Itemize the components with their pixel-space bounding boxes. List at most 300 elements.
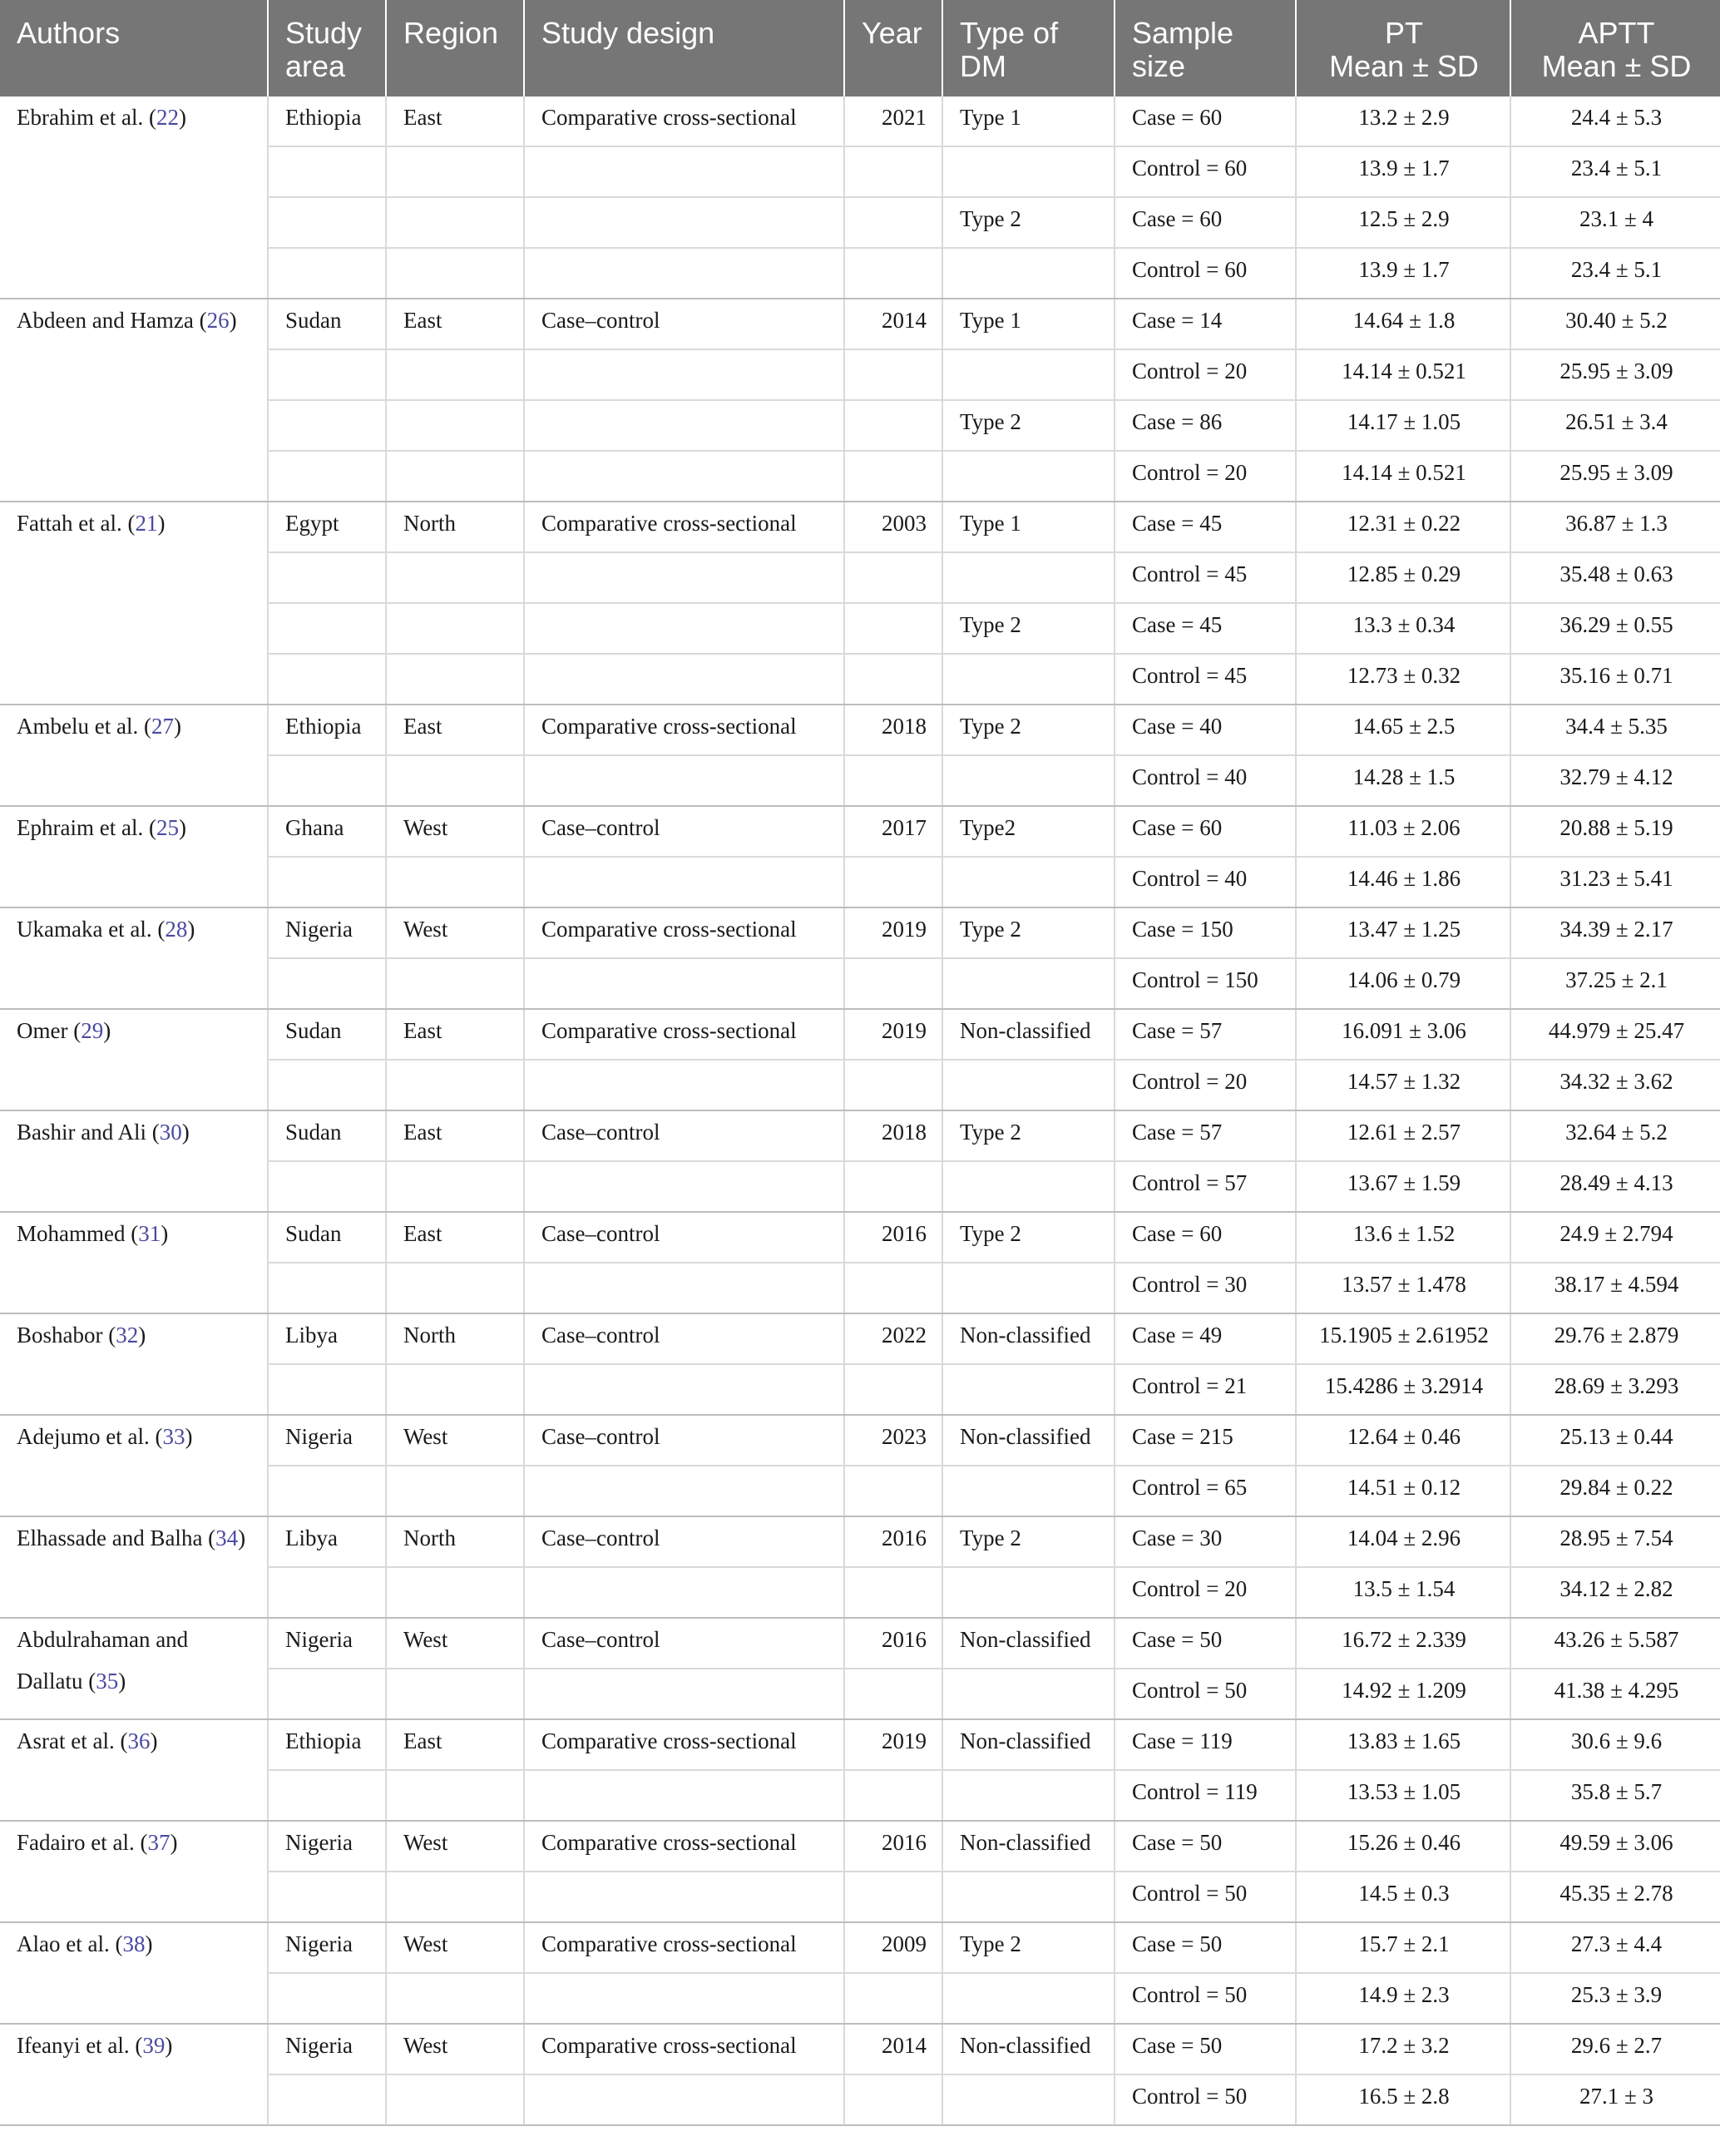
aptt-cell: 43.26 ± 5.587 bbox=[1510, 1618, 1720, 1669]
type-of-dm-cell: Non-classified bbox=[942, 1719, 1115, 1770]
region-cell bbox=[386, 1770, 524, 1821]
sample-size-cell: Control = 30 bbox=[1115, 1263, 1296, 1313]
type-of-dm-cell bbox=[942, 349, 1115, 400]
table-row bbox=[0, 1110, 1720, 1161]
study-area-cell bbox=[268, 400, 386, 451]
study-design-cell bbox=[524, 1364, 844, 1415]
pt-cell: 14.17 ± 1.05 bbox=[1296, 400, 1510, 451]
type-of-dm-cell bbox=[942, 248, 1115, 299]
pt-cell: 13.9 ± 1.7 bbox=[1296, 248, 1510, 299]
year-cell: 2014 bbox=[844, 2024, 942, 2074]
aptt-cell: 35.48 ± 0.63 bbox=[1510, 552, 1720, 603]
study-area-cell: Sudan bbox=[268, 1110, 386, 1161]
reference-link[interactable]: 26 bbox=[206, 308, 230, 333]
pt-cell: 13.6 ± 1.52 bbox=[1296, 1212, 1510, 1263]
reference-link[interactable]: 22 bbox=[156, 105, 179, 130]
header-pt: PT Mean ± SD bbox=[1296, 0, 1510, 96]
sample-size-cell: Control = 50 bbox=[1115, 1973, 1296, 2024]
author-paren: ) bbox=[170, 1830, 178, 1855]
pt-cell: 12.61 ± 2.57 bbox=[1296, 1110, 1510, 1161]
aptt-cell: 26.51 ± 3.4 bbox=[1510, 400, 1720, 451]
pt-cell: 17.2 ± 3.2 bbox=[1296, 2024, 1510, 2074]
reference-link[interactable]: 30 bbox=[159, 1120, 182, 1145]
table-row bbox=[0, 1009, 1720, 1060]
author-name: Elhassade and Balha ( bbox=[17, 1526, 216, 1550]
author-name: Mohammed ( bbox=[17, 1221, 139, 1246]
sample-size-cell: Control = 57 bbox=[1115, 1161, 1296, 1212]
pt-cell: 14.57 ± 1.32 bbox=[1296, 1060, 1510, 1110]
reference-link[interactable]: 32 bbox=[116, 1323, 139, 1348]
aptt-cell: 27.1 ± 3 bbox=[1510, 2074, 1720, 2125]
region-cell bbox=[386, 248, 524, 299]
pt-cell: 15.4286 ± 3.2914 bbox=[1296, 1364, 1510, 1415]
aptt-cell: 45.35 ± 2.78 bbox=[1510, 1872, 1720, 1922]
sample-size-cell: Case = 60 bbox=[1115, 806, 1296, 857]
study-design-cell bbox=[524, 857, 844, 907]
region-cell: North bbox=[386, 502, 524, 552]
author-paren: ) bbox=[157, 511, 166, 536]
pt-cell: 11.03 ± 2.06 bbox=[1296, 806, 1510, 857]
study-design-cell bbox=[524, 603, 844, 654]
pt-cell: 14.04 ± 2.96 bbox=[1296, 1516, 1510, 1567]
reference-link[interactable]: 34 bbox=[215, 1526, 239, 1550]
aptt-cell: 30.40 ± 5.2 bbox=[1510, 299, 1720, 349]
year-cell: 2018 bbox=[844, 705, 942, 755]
pt-cell: 13.5 ± 1.54 bbox=[1296, 1567, 1510, 1618]
table-row bbox=[0, 502, 1720, 552]
type-of-dm-cell: Non-classified bbox=[942, 1415, 1115, 1466]
type-of-dm-cell bbox=[942, 654, 1115, 705]
study-design-cell bbox=[524, 1770, 844, 1821]
sample-size-cell: Case = 119 bbox=[1115, 1719, 1296, 1770]
study-design-cell: Comparative cross-sectional bbox=[524, 502, 844, 552]
year-cell bbox=[844, 1770, 942, 1821]
study-area-cell: Egypt bbox=[268, 502, 386, 552]
year-cell bbox=[844, 1669, 942, 1719]
sample-size-cell: Control = 119 bbox=[1115, 1770, 1296, 1821]
region-cell bbox=[386, 1567, 524, 1618]
sample-size-cell: Case = 150 bbox=[1115, 907, 1296, 958]
author-paren: ) bbox=[150, 1728, 158, 1753]
region-cell: East bbox=[386, 1212, 524, 1263]
author-cell bbox=[0, 1110, 268, 1212]
author-cell bbox=[0, 1212, 268, 1313]
table-row bbox=[0, 1212, 1720, 1263]
sample-size-cell: Control = 50 bbox=[1115, 1669, 1296, 1719]
author-cell bbox=[0, 1821, 268, 1922]
author-cell bbox=[0, 502, 268, 705]
author-name: Asrat et al. ( bbox=[17, 1728, 128, 1753]
study-design-cell bbox=[524, 1466, 844, 1516]
region-cell bbox=[386, 755, 524, 806]
study-area-cell bbox=[268, 603, 386, 654]
pt-cell: 15.1905 ± 2.61952 bbox=[1296, 1313, 1510, 1364]
study-design-cell: Case–control bbox=[524, 299, 844, 349]
author-paren: ) bbox=[138, 1323, 146, 1348]
type-of-dm-cell bbox=[942, 857, 1115, 907]
aptt-cell: 32.79 ± 4.12 bbox=[1510, 755, 1720, 806]
author-paren: ) bbox=[173, 714, 181, 739]
type-of-dm-cell bbox=[942, 1770, 1115, 1821]
reference-link[interactable]: 25 bbox=[156, 815, 179, 840]
reference-link[interactable]: 38 bbox=[122, 1931, 146, 1956]
study-design-cell: Comparative cross-sectional bbox=[524, 96, 844, 146]
region-cell bbox=[386, 552, 524, 603]
year-cell bbox=[844, 451, 942, 502]
study-design-cell bbox=[524, 1060, 844, 1110]
sample-size-cell: Case = 30 bbox=[1115, 1516, 1296, 1567]
study-area-cell bbox=[268, 1872, 386, 1922]
study-design-cell: Case–control bbox=[524, 1212, 844, 1263]
year-cell: 2021 bbox=[844, 96, 942, 146]
study-design-cell: Comparative cross-sectional bbox=[524, 1719, 844, 1770]
pt-cell: 13.83 ± 1.65 bbox=[1296, 1719, 1510, 1770]
header-study-area: Study area bbox=[268, 0, 386, 96]
reference-link[interactable]: 29 bbox=[81, 1018, 104, 1043]
type-of-dm-cell: Non-classified bbox=[942, 1009, 1115, 1060]
pt-cell: 12.64 ± 0.46 bbox=[1296, 1415, 1510, 1466]
type-of-dm-cell bbox=[942, 1669, 1115, 1719]
study-area-cell bbox=[268, 1466, 386, 1516]
study-area-cell bbox=[268, 958, 386, 1009]
study-design-cell bbox=[524, 1669, 844, 1719]
aptt-cell: 41.38 ± 4.295 bbox=[1510, 1669, 1720, 1719]
study-design-cell: Comparative cross-sectional bbox=[524, 705, 844, 755]
aptt-cell: 24.9 ± 2.794 bbox=[1510, 1212, 1720, 1263]
aptt-cell: 24.4 ± 5.3 bbox=[1510, 96, 1720, 146]
region-cell bbox=[386, 1669, 524, 1719]
aptt-cell: 25.13 ± 0.44 bbox=[1510, 1415, 1720, 1466]
study-design-cell: Case–control bbox=[524, 1415, 844, 1466]
author-paren: ) bbox=[103, 1018, 111, 1043]
type-of-dm-cell: Non-classified bbox=[942, 2024, 1115, 2074]
type-of-dm-cell bbox=[942, 1364, 1115, 1415]
year-cell: 2016 bbox=[844, 1212, 942, 1263]
aptt-cell: 34.32 ± 3.62 bbox=[1510, 1060, 1720, 1110]
table-row bbox=[0, 806, 1720, 857]
region-cell: West bbox=[386, 1415, 524, 1466]
year-cell bbox=[844, 552, 942, 603]
aptt-cell: 32.64 ± 5.2 bbox=[1510, 1110, 1720, 1161]
aptt-cell: 27.3 ± 4.4 bbox=[1510, 1922, 1720, 1973]
region-cell: West bbox=[386, 1821, 524, 1872]
aptt-cell: 36.87 ± 1.3 bbox=[1510, 502, 1720, 552]
region-cell bbox=[386, 451, 524, 502]
aptt-cell: 23.4 ± 5.1 bbox=[1510, 248, 1720, 299]
author-cell bbox=[0, 299, 268, 502]
sample-size-cell: Control = 20 bbox=[1115, 1060, 1296, 1110]
pt-cell: 14.64 ± 1.8 bbox=[1296, 299, 1510, 349]
study-area-cell bbox=[268, 1060, 386, 1110]
sample-size-cell: Case = 60 bbox=[1115, 197, 1296, 248]
aptt-cell: 28.95 ± 7.54 bbox=[1510, 1516, 1720, 1567]
aptt-cell: 31.23 ± 5.41 bbox=[1510, 857, 1720, 907]
header-study-design: Study design bbox=[524, 0, 844, 96]
reference-link[interactable]: 39 bbox=[142, 2033, 166, 2058]
author-name: Ambelu et al. ( bbox=[17, 714, 151, 739]
study-area-cell bbox=[268, 1161, 386, 1212]
year-cell bbox=[844, 146, 942, 197]
pt-cell: 16.5 ± 2.8 bbox=[1296, 2074, 1510, 2125]
pt-cell: 13.9 ± 1.7 bbox=[1296, 146, 1510, 197]
reference-link[interactable]: 28 bbox=[165, 917, 188, 942]
sample-size-cell: Control = 20 bbox=[1115, 349, 1296, 400]
reference-link[interactable]: 31 bbox=[138, 1221, 161, 1246]
pt-cell: 14.46 ± 1.86 bbox=[1296, 857, 1510, 907]
year-cell: 2017 bbox=[844, 806, 942, 857]
header-aptt: APTT Mean ± SD bbox=[1510, 0, 1720, 96]
year-cell bbox=[844, 197, 942, 248]
type-of-dm-cell: Type 2 bbox=[942, 1922, 1115, 1973]
year-cell: 2022 bbox=[844, 1313, 942, 1364]
region-cell: West bbox=[386, 1922, 524, 1973]
study-area-cell bbox=[268, 1973, 386, 2024]
study-area-cell: Sudan bbox=[268, 1212, 386, 1263]
study-design-cell bbox=[524, 451, 844, 502]
study-area-cell bbox=[268, 146, 386, 197]
pt-cell: 13.3 ± 0.34 bbox=[1296, 603, 1510, 654]
type-of-dm-cell: Type 2 bbox=[942, 907, 1115, 958]
study-area-cell: Ethiopia bbox=[268, 1719, 386, 1770]
study-design-cell: Case–control bbox=[524, 806, 844, 857]
study-design-cell bbox=[524, 197, 844, 248]
study-area-cell: Nigeria bbox=[268, 2024, 386, 2074]
type-of-dm-cell bbox=[942, 958, 1115, 1009]
type-of-dm-cell bbox=[942, 552, 1115, 603]
type-of-dm-cell: Type 2 bbox=[942, 400, 1115, 451]
aptt-cell: 29.84 ± 0.22 bbox=[1510, 1466, 1720, 1516]
author-name: Ifeanyi et al. ( bbox=[17, 2033, 143, 2058]
pt-cell: 16.091 ± 3.06 bbox=[1296, 1009, 1510, 1060]
aptt-cell: 25.95 ± 3.09 bbox=[1510, 349, 1720, 400]
study-area-cell bbox=[268, 857, 386, 907]
author-name: Bashir and Ali ( bbox=[17, 1120, 160, 1145]
reference-link[interactable]: 27 bbox=[151, 714, 174, 739]
region-cell: East bbox=[386, 1009, 524, 1060]
sample-size-cell: Case = 50 bbox=[1115, 2024, 1296, 2074]
author-cell bbox=[0, 806, 268, 907]
year-cell: 2019 bbox=[844, 907, 942, 958]
sample-size-cell: Case = 14 bbox=[1115, 299, 1296, 349]
header-region: Region bbox=[386, 0, 524, 96]
study-design-cell: Comparative cross-sectional bbox=[524, 1009, 844, 1060]
study-area-cell: Libya bbox=[268, 1516, 386, 1567]
type-of-dm-cell bbox=[942, 1973, 1115, 2024]
sample-size-cell: Control = 21 bbox=[1115, 1364, 1296, 1415]
region-cell bbox=[386, 1364, 524, 1415]
year-cell: 2019 bbox=[844, 1009, 942, 1060]
region-cell bbox=[386, 958, 524, 1009]
author-paren: ) bbox=[181, 1120, 190, 1145]
reference-link[interactable]: 37 bbox=[147, 1830, 171, 1855]
pt-cell: 14.9 ± 2.3 bbox=[1296, 1973, 1510, 2024]
study-area-cell bbox=[268, 1364, 386, 1415]
study-area-cell bbox=[268, 349, 386, 400]
year-cell: 2016 bbox=[844, 1516, 942, 1567]
pt-cell: 14.5 ± 0.3 bbox=[1296, 1872, 1510, 1922]
study-area-cell: Ethiopia bbox=[268, 96, 386, 146]
aptt-cell: 34.4 ± 5.35 bbox=[1510, 705, 1720, 755]
reference-link[interactable]: 35 bbox=[96, 1669, 119, 1694]
study-design-cell bbox=[524, 248, 844, 299]
pt-cell: 14.28 ± 1.5 bbox=[1296, 755, 1510, 806]
aptt-cell: 44.979 ± 25.47 bbox=[1510, 1009, 1720, 1060]
region-cell bbox=[386, 1161, 524, 1212]
study-area-cell bbox=[268, 451, 386, 502]
pt-cell: 13.67 ± 1.59 bbox=[1296, 1161, 1510, 1212]
sample-size-cell: Case = 86 bbox=[1115, 400, 1296, 451]
year-cell: 2023 bbox=[844, 1415, 942, 1466]
study-design-cell: Comparative cross-sectional bbox=[524, 1821, 844, 1872]
type-of-dm-cell: Type 2 bbox=[942, 603, 1115, 654]
reference-link[interactable]: 21 bbox=[135, 511, 158, 536]
pt-cell: 14.51 ± 0.12 bbox=[1296, 1466, 1510, 1516]
pt-cell: 15.7 ± 2.1 bbox=[1296, 1922, 1510, 1973]
author-paren: ) bbox=[238, 1526, 246, 1550]
year-cell bbox=[844, 1364, 942, 1415]
year-cell bbox=[844, 1161, 942, 1212]
table-row bbox=[0, 705, 1720, 755]
aptt-cell: 25.95 ± 3.09 bbox=[1510, 451, 1720, 502]
region-cell: North bbox=[386, 1313, 524, 1364]
header-year: Year bbox=[844, 0, 942, 96]
sample-size-cell: Control = 60 bbox=[1115, 248, 1296, 299]
study-area-cell: Nigeria bbox=[268, 1618, 386, 1669]
pt-cell: 14.14 ± 0.521 bbox=[1296, 349, 1510, 400]
region-cell: West bbox=[386, 1618, 524, 1669]
year-cell bbox=[844, 1060, 942, 1110]
pt-cell: 14.65 ± 2.5 bbox=[1296, 705, 1510, 755]
author-cell bbox=[0, 907, 268, 1009]
sample-size-cell: Case = 49 bbox=[1115, 1313, 1296, 1364]
year-cell: 2009 bbox=[844, 1922, 942, 1973]
study-design-cell bbox=[524, 1263, 844, 1313]
type-of-dm-cell bbox=[942, 1872, 1115, 1922]
region-cell bbox=[386, 2074, 524, 2125]
aptt-cell: 49.59 ± 3.06 bbox=[1510, 1821, 1720, 1872]
study-area-cell: Libya bbox=[268, 1313, 386, 1364]
study-design-cell: Comparative cross-sectional bbox=[524, 2024, 844, 2074]
aptt-cell: 29.6 ± 2.7 bbox=[1510, 2024, 1720, 2074]
region-cell: West bbox=[386, 806, 524, 857]
sample-size-cell: Control = 65 bbox=[1115, 1466, 1296, 1516]
type-of-dm-cell: Type2 bbox=[942, 806, 1115, 857]
table-body bbox=[0, 96, 1720, 2125]
sample-size-cell: Control = 50 bbox=[1115, 1872, 1296, 1922]
sample-size-cell: Case = 50 bbox=[1115, 1821, 1296, 1872]
study-area-cell: Ghana bbox=[268, 806, 386, 857]
region-cell: East bbox=[386, 705, 524, 755]
pt-cell: 16.72 ± 2.339 bbox=[1296, 1618, 1510, 1669]
year-cell bbox=[844, 958, 942, 1009]
author-name: Adejumo et al. ( bbox=[17, 1424, 163, 1449]
author-name: Ebrahim et al. ( bbox=[17, 105, 156, 130]
year-cell bbox=[844, 603, 942, 654]
type-of-dm-cell bbox=[942, 451, 1115, 502]
author-paren: ) bbox=[178, 815, 186, 840]
aptt-cell: 36.29 ± 0.55 bbox=[1510, 603, 1720, 654]
region-cell: West bbox=[386, 907, 524, 958]
sample-size-cell: Control = 40 bbox=[1115, 857, 1296, 907]
type-of-dm-cell: Type 1 bbox=[942, 299, 1115, 349]
pt-cell: 12.31 ± 0.22 bbox=[1296, 502, 1510, 552]
author-cell bbox=[0, 2024, 268, 2125]
pt-cell: 14.06 ± 0.79 bbox=[1296, 958, 1510, 1009]
table-row bbox=[0, 907, 1720, 958]
study-design-cell: Case–control bbox=[524, 1516, 844, 1567]
table-row bbox=[0, 1922, 1720, 1973]
region-cell: North bbox=[386, 1516, 524, 1567]
study-area-cell bbox=[268, 1669, 386, 1719]
table-row bbox=[0, 96, 1720, 146]
aptt-cell: 25.3 ± 3.9 bbox=[1510, 1973, 1720, 2024]
pt-cell: 13.47 ± 1.25 bbox=[1296, 907, 1510, 958]
study-area-cell bbox=[268, 2074, 386, 2125]
year-cell bbox=[844, 1567, 942, 1618]
author-cell bbox=[0, 96, 268, 299]
study-design-cell bbox=[524, 755, 844, 806]
sample-size-cell: Case = 60 bbox=[1115, 96, 1296, 146]
table-row bbox=[0, 299, 1720, 349]
type-of-dm-cell bbox=[942, 1466, 1115, 1516]
type-of-dm-cell: Type 2 bbox=[942, 1516, 1115, 1567]
author-paren: ) bbox=[165, 2033, 173, 2058]
sample-size-cell: Control = 150 bbox=[1115, 958, 1296, 1009]
study-area-cell bbox=[268, 248, 386, 299]
year-cell bbox=[844, 248, 942, 299]
reference-link[interactable]: 33 bbox=[162, 1424, 185, 1449]
header-authors: Authors bbox=[0, 0, 268, 96]
author-name: Ukamaka et al. ( bbox=[17, 917, 166, 942]
pt-cell: 13.53 ± 1.05 bbox=[1296, 1770, 1510, 1821]
type-of-dm-cell: Type 2 bbox=[942, 197, 1115, 248]
table-header bbox=[0, 0, 1720, 96]
reference-link[interactable]: 36 bbox=[127, 1728, 151, 1753]
region-cell bbox=[386, 197, 524, 248]
aptt-cell: 23.1 ± 4 bbox=[1510, 197, 1720, 248]
type-of-dm-cell bbox=[942, 1263, 1115, 1313]
sample-size-cell: Control = 20 bbox=[1115, 451, 1296, 502]
year-cell bbox=[844, 2074, 942, 2125]
region-cell bbox=[386, 400, 524, 451]
study-area-cell bbox=[268, 755, 386, 806]
author-cell bbox=[0, 1922, 268, 2024]
aptt-cell: 28.69 ± 3.293 bbox=[1510, 1364, 1720, 1415]
sample-size-cell: Control = 45 bbox=[1115, 654, 1296, 705]
sample-size-cell: Control = 50 bbox=[1115, 2074, 1296, 2125]
type-of-dm-cell: Type 2 bbox=[942, 705, 1115, 755]
author-name: Abdulrahaman and Dallatu ( bbox=[17, 1627, 189, 1694]
table-row bbox=[0, 1719, 1720, 1770]
aptt-cell: 35.16 ± 0.71 bbox=[1510, 654, 1720, 705]
study-design-cell bbox=[524, 1161, 844, 1212]
sample-size-cell: Case = 40 bbox=[1115, 705, 1296, 755]
type-of-dm-cell: Non-classified bbox=[942, 1821, 1115, 1872]
study-area-cell bbox=[268, 552, 386, 603]
study-area-cell: Nigeria bbox=[268, 1922, 386, 1973]
study-area-cell: Nigeria bbox=[268, 1821, 386, 1872]
year-cell: 2018 bbox=[844, 1110, 942, 1161]
region-cell bbox=[386, 603, 524, 654]
author-name: Fadairo et al. ( bbox=[17, 1830, 148, 1855]
author-paren: ) bbox=[161, 1221, 169, 1246]
region-cell bbox=[386, 349, 524, 400]
table-row bbox=[0, 1415, 1720, 1466]
study-area-cell: Ethiopia bbox=[268, 705, 386, 755]
sample-size-cell: Case = 50 bbox=[1115, 1922, 1296, 1973]
aptt-cell: 34.39 ± 2.17 bbox=[1510, 907, 1720, 958]
region-cell bbox=[386, 857, 524, 907]
